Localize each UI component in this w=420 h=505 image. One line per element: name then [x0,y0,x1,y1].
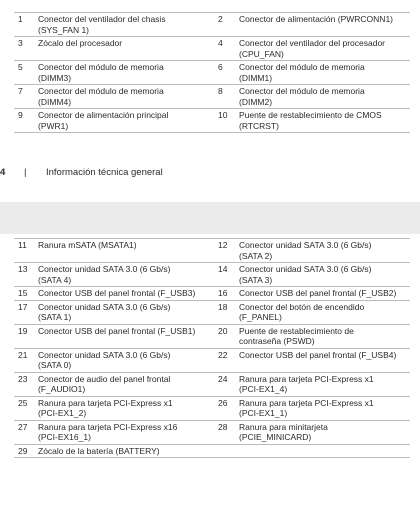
item-description [237,444,410,458]
item-description: Zócalo de la batería (BATTERY) [36,444,216,458]
table-row [14,396,410,420]
item-description: Conector unidad SATA 3.0 (6 Gb/s) (SATA 2) [237,239,410,263]
item-number: 18 [216,300,237,324]
item-number: 23 [14,372,36,396]
item-description: Conector de audio del panel frontal (F_AUDIO1) [36,372,216,396]
item-number: 5 [14,61,36,85]
item-description: Conector del módulo de memoria (DIMM3) [36,61,216,85]
item-number: 22 [216,348,237,372]
item-description: Conector del módulo de memoria (DIMM4) [36,85,216,109]
connector-table-top [14,12,410,133]
item-description: Puente de restablecimiento de CMOS (RTCRST) [237,109,410,133]
item-number: 1 [14,13,36,37]
item-description: Ranura para minitarjeta (PCIE_MINICARD) [237,420,410,444]
section-title: Información técnica general [46,167,163,178]
item-number: 27 [14,420,36,444]
item-description: Ranura para tarjeta PCI-Express x1 (PCI-EX1_1) [237,396,410,420]
item-description: Conector unidad SATA 3.0 (6 Gb/s) (SATA 0) [36,348,216,372]
item-description: Ranura para tarjeta PCI-Express x1 (PCI-EX1_2) [36,396,216,420]
item-number: 9 [14,109,36,133]
item-number: 28 [216,420,237,444]
item-description: Conector de alimentación (PWRCONN1) [237,13,410,37]
item-number: 25 [14,396,36,420]
table-row [14,300,410,324]
item-number: 3 [14,37,36,61]
item-description: Ranura mSATA (MSATA1) [36,239,216,263]
item-description: Conector unidad SATA 3.0 (6 Gb/s) (SATA 1) [36,300,216,324]
item-description: Conector del módulo de memoria (DIMM2) [237,85,410,109]
table-row [14,348,410,372]
table-row [14,444,410,458]
item-number: 16 [216,287,237,301]
item-number: 17 [14,300,36,324]
item-description: Conector USB del panel frontal (F_USB1) [36,324,216,348]
item-number: 8 [216,85,237,109]
item-number: 14 [216,263,237,287]
item-number [216,444,237,458]
item-description: Ranura para tarjeta PCI-Express x1 (PCI-EX1_4) [237,372,410,396]
item-number: 11 [14,239,36,263]
item-number: 12 [216,239,237,263]
item-number: 13 [14,263,36,287]
page-gap [0,202,420,234]
item-description: Conector unidad SATA 3.0 (6 Gb/s) (SATA 3) [237,263,410,287]
item-number: 24 [216,372,237,396]
table-row [14,263,410,287]
table-row [14,37,410,61]
item-number: 20 [216,324,237,348]
table-row [14,287,410,301]
item-number: 10 [216,109,237,133]
table-row [14,239,410,263]
table-row [14,420,410,444]
item-number: 29 [14,444,36,458]
page-number: 4 [0,167,6,178]
item-description: Puente de restablecimiento de contraseña (PSWD) [237,324,410,348]
item-number: 2 [216,13,237,37]
item-number: 21 [14,348,36,372]
item-number: 26 [216,396,237,420]
table-row [14,372,410,396]
item-number: 6 [216,61,237,85]
item-description: Ranura para tarjeta PCI-Express x16 (PCI-EX16_1) [36,420,216,444]
page-footer [0,167,420,183]
table-row [14,109,410,133]
table-row [14,61,410,85]
connector-table-bottom [14,238,410,458]
item-description: Conector USB del panel frontal (F_USB4) [237,348,410,372]
item-description: Conector del módulo de memoria (DIMM1) [237,61,410,85]
item-description: Conector del botón de encendido (F_PANEL) [237,300,410,324]
table-row [14,324,410,348]
footer-separator: | [24,167,27,178]
item-number: 7 [14,85,36,109]
item-description: Zócalo del procesador [36,37,216,61]
table-row [14,85,410,109]
item-number: 15 [14,287,36,301]
item-description: Conector USB del panel frontal (F_USB3) [36,287,216,301]
item-description: Conector unidad SATA 3.0 (6 Gb/s) (SATA 4) [36,263,216,287]
item-description: Conector USB del panel frontal (F_USB2) [237,287,410,301]
item-description: Conector del ventilador del chasis (SYS_FAN 1) [36,13,216,37]
item-description: Conector de alimentación principal (PWR1) [36,109,216,133]
item-description: Conector del ventilador del procesador (CPU_FAN) [237,37,410,61]
item-number: 4 [216,37,237,61]
table-row [14,13,410,37]
item-number: 19 [14,324,36,348]
